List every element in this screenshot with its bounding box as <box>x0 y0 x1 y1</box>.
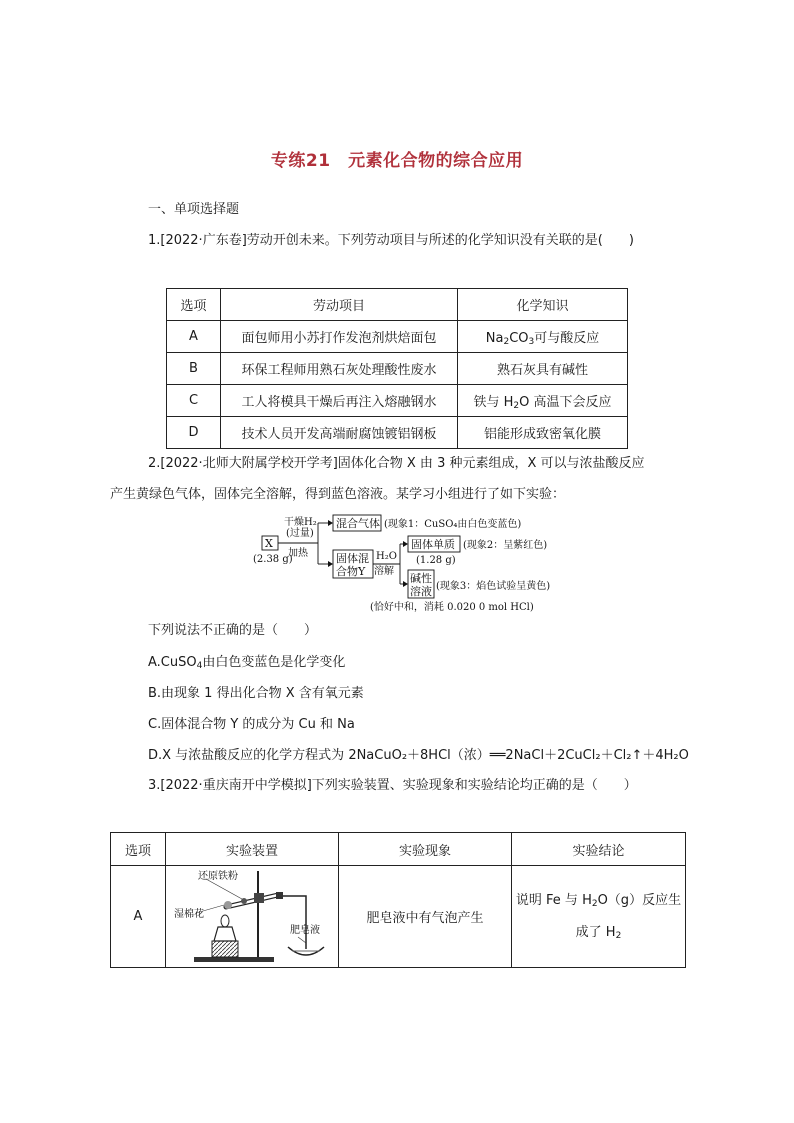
label-dry-h2: 干燥H₂ <box>284 517 317 528</box>
row-chem-knowledge: 熟石灰具有碱性 <box>458 353 628 385</box>
label-mixed-gas: 混合气体 <box>336 517 380 530</box>
row-chem-knowledge: $Na_2CO_3$可与酸反应 <box>458 321 628 353</box>
header-chem-knowledge: 化学知识 <box>458 289 628 321</box>
question-2-stem-line2: 产生黄绿色气体，固体完全溶解，得到蓝色溶液。某学习小组进行了如下实验： <box>110 487 566 502</box>
section-heading: 一、单项选择题 <box>148 202 240 217</box>
header-option: 选项 <box>111 833 166 866</box>
table-row <box>167 385 628 417</box>
question-2-option-d: D.X 与浓盐酸反应的化学方程式为 2NaCuO₂＋8HCl（浓）══2NaCl＋2CuCl₂＋Cl₂↑＋4H₂O <box>148 748 689 763</box>
row-labor-item: 工人将模具干燥后再注入熔融钢水 <box>221 385 458 417</box>
row-apparatus <box>166 866 339 968</box>
question-2-option-a: A.CuSO$_4$由白色变蓝色是化学变化 <box>148 655 346 671</box>
row-option: C <box>167 385 221 417</box>
flame <box>221 915 229 927</box>
table-row <box>167 321 628 353</box>
label-solid-element: 固体单质 <box>411 538 455 551</box>
row-chem-knowledge: 铁与 $H_2O$ 高温下会反应 <box>458 385 628 417</box>
row-labor-item: 技术人员开发高端耐腐蚀镀铝钢板 <box>221 417 458 449</box>
header-phenomenon: 实验现象 <box>339 833 512 866</box>
label-alk-line2: 溶液 <box>410 585 432 598</box>
label-iron-powder: 还原铁粉 <box>198 870 238 882</box>
header-apparatus: 实验装置 <box>166 833 339 866</box>
label-observation-2: (现象2：呈紫红色) <box>463 540 548 551</box>
delivery-tube <box>283 896 306 949</box>
question-3-table <box>110 832 686 968</box>
experiment-flow-diagram <box>250 512 610 614</box>
label-observation-3: (现象3：焰色试验呈黄色) <box>436 581 551 592</box>
question-1-table <box>166 288 628 449</box>
question-3-stem: 3.[2022·重庆南开中学模拟]下列实验装置、实验现象和实验结论均正确的是（ ） <box>148 778 637 793</box>
lamp-body <box>212 941 238 957</box>
header-conclusion: 实验结论 <box>512 833 686 866</box>
row-chem-knowledge: 铝能形成致密氧化膜 <box>458 417 628 449</box>
row-option: D <box>167 417 221 449</box>
label-water: H₂O <box>376 551 397 562</box>
row-option: A <box>167 321 221 353</box>
question-2-option-b: B.由现象 1 得出化合物 X 含有氧元素 <box>148 686 364 701</box>
label-heat: 加热 <box>288 548 308 559</box>
label-wet-cotton: 湿棉花 <box>174 908 204 920</box>
header-labor-item: 劳动项目 <box>221 289 458 321</box>
table-row <box>167 417 628 449</box>
label-y-line1: 固体混 <box>336 552 369 565</box>
label-mass-x: (2.38 g) <box>253 554 293 565</box>
row-conclusion <box>512 866 686 968</box>
label-observation-1: (现象1：CuSO₄由白色变蓝色) <box>384 519 522 530</box>
label-soap-solution: 肥皂液 <box>290 924 320 936</box>
row-labor-item: 面包师用小苏打作发泡剂烘焙面包 <box>221 321 458 353</box>
header-option: 选项 <box>167 289 221 321</box>
table-row <box>111 866 686 968</box>
label-excess: (过量) <box>286 528 314 539</box>
conclusion-line-1: 说明 Fe 与 $H_2O(g)$反应生 <box>515 892 682 909</box>
label-mass-solid: (1.28 g) <box>416 555 456 566</box>
row-option: A <box>111 866 166 968</box>
label-neutralization-note: (恰好中和，消耗 0.020 0 mol HCl) <box>370 602 534 613</box>
question-1-stem: 1.[2022·广东卷]劳动开创未来。下列劳动项目与所述的化学知识没有关联的是( ) <box>148 233 634 248</box>
conclusion-line-2: 成了 $H_2$ <box>575 924 622 941</box>
label-y-line2: 合物Y <box>336 565 366 578</box>
question-2-stem-line1: 2.[2022·北师大附属学校开学考]固体化合物 X 由 3 种元素组成，X 可以与浓盐酸反应 <box>148 456 645 471</box>
table-header-row <box>167 289 628 321</box>
row-phenomenon: 肥皂液中有气泡产生 <box>339 866 512 968</box>
label-dissolve: 溶解 <box>374 566 394 577</box>
question-2-option-c: C.固体混合物 Y 的成分为 Cu 和 Na <box>148 717 355 732</box>
page-title: 专练21 元素化合物的综合应用 <box>270 151 524 171</box>
apparatus-illustration <box>166 867 336 967</box>
label-x: X <box>265 537 273 550</box>
wet-cotton <box>224 901 232 909</box>
row-labor-item: 环保工程师用熟石灰处理酸性废水 <box>221 353 458 385</box>
stand-base <box>194 957 274 962</box>
lamp-chimney <box>214 927 236 941</box>
row-option: B <box>167 353 221 385</box>
table-row <box>167 353 628 385</box>
question-2-prompt: 下列说法不正确的是（ ） <box>148 623 318 638</box>
table-header-row <box>111 833 686 866</box>
label-alk-line1: 碱性 <box>410 572 432 585</box>
